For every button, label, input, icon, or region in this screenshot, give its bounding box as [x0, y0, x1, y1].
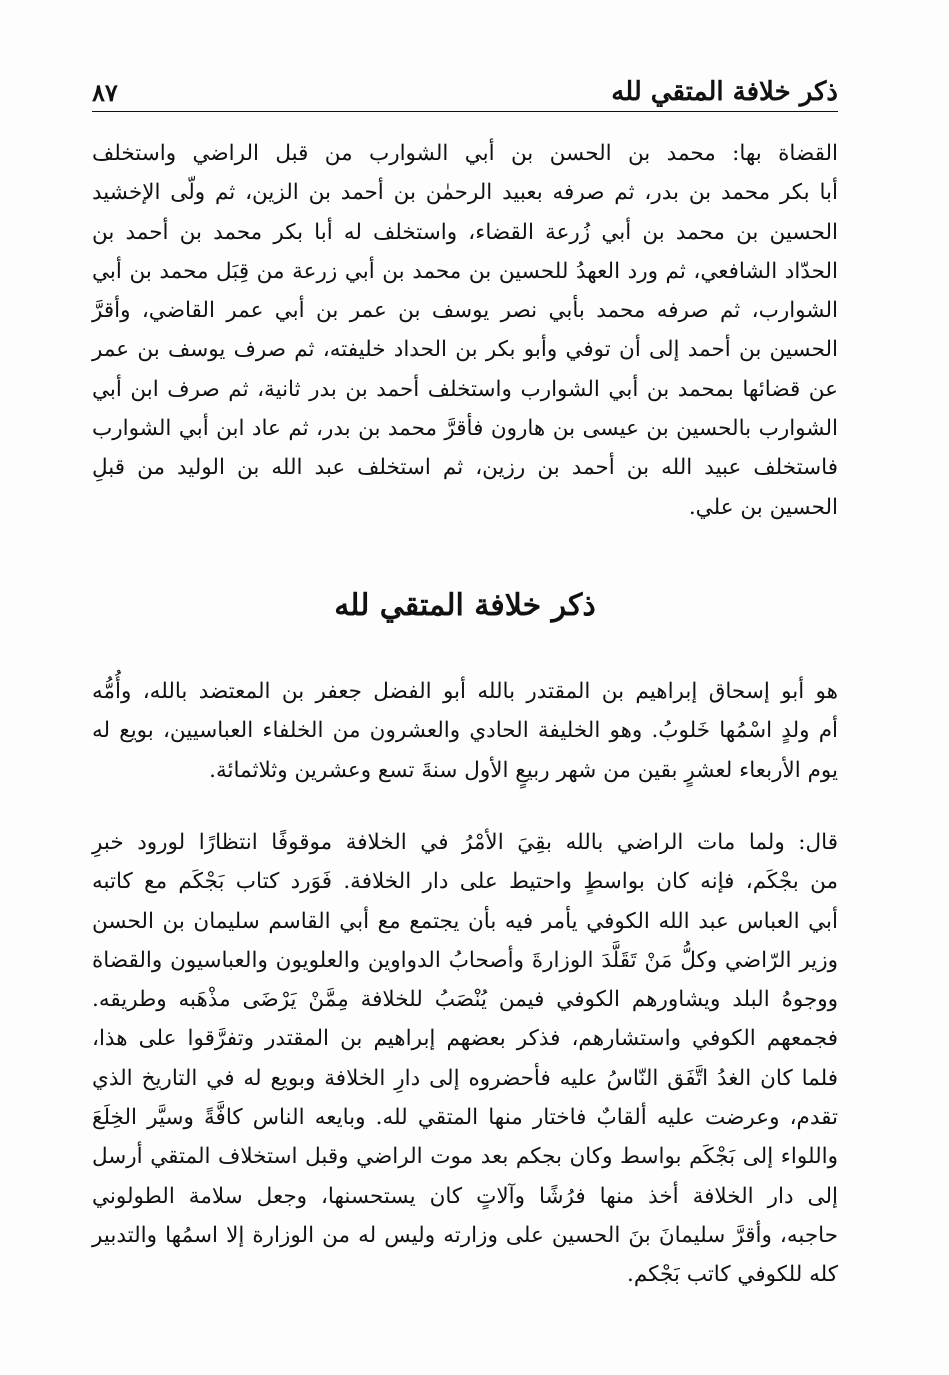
text-line: الحسين بن علي. [688, 494, 838, 520]
text-line: من بجْكَم، فإنه كان بواسطٍ واحتيط على دار الخلافة. فَوَرد كتاب بَجْكَم مع كاتبه [92, 869, 838, 895]
text-line: الحسين بن محمد بن أبي زُرعة القضاء، واستخلف له أبا بكر محمد بن أحمد بن [92, 219, 838, 245]
text-line: حاجبه، وأقرَّ سليمانَ بنَ الحسين على وزارته وليس له من الوزارة إلا اسمُها والتدبير [92, 1222, 838, 1248]
paragraph [92, 672, 838, 790]
paragraph-judges [92, 134, 838, 527]
text-line: الحدّاد الشافعي، ثم ورد العهدُ للحسين بن محمد بن أبي زرعة من قِبَل محمد بن أبي [92, 258, 838, 284]
text-line: القضاة بها: محمد بن الحسن بن أبي الشوارب من قبل الراضي واستخلف [92, 141, 838, 166]
text-line: أبا بكر محمد بن بدر، ثم صرفه بعبيد الرحمٰن بن أحمد بن الزين، ثم ولّى الإخشيد [92, 180, 838, 206]
text-line: واللواء إلى بَجْكَم بواسط وكان بجكم بعد موت الراضي وقبل استخلاف المتقي أرسل [92, 1144, 838, 1170]
text-line: فجمعهم الكوفي واستشارهم، فذكر بعضهم إبراهيم بن المقتدر وتفرَّقوا على هذا، [92, 1026, 838, 1052]
text-line: كله للكوفي كاتب بَجْكم. [627, 1262, 838, 1288]
text-line: أم ولدٍ اسْمُها خَلوبُ. وهو الخليفة الحادي والعشرون من الخلفاء العباسيين، بويع له [92, 718, 838, 744]
paragraph [92, 134, 838, 527]
text-line: الشوارب، ثم صرفه محمد بأبي نصر يوسف بن عمر بن أبي عمر القاضي، وأقرَّ [92, 298, 838, 324]
paragraph [92, 823, 838, 1295]
paragraph-caliph-accession [92, 823, 838, 1295]
section-heading: ذكر خلافة المتقي لله [334, 588, 596, 623]
text-line: ووجوهُ البلد ويشاورهم الكوفي فيمن يُنْصَبُ للخلافة مِمَّنْ يَرْضَى مذْهَبه وطريقه. [92, 987, 838, 1013]
text-line: تقدم، وعرضت عليه ألقابٌ فاختار منها المتقي لله. وبايعه الناس كافَّةً وسيَّر الخِلَعَ [92, 1105, 838, 1131]
page-number: ٨٧ [92, 78, 118, 107]
running-header [92, 72, 838, 112]
text-line: قال: ولما مات الراضي بالله بقِيَ الأمْرُ في الخلافة موقوفًا انتظارًا لورود خبرِ [92, 830, 838, 855]
text-line: إلى دار الخلافة أخذ منها فرُشًا وآلاتٍ كان يستحسنها، وجعل سلامة الطولوني [92, 1183, 838, 1209]
text-line: فلما كان الغدُ اتَّفَق النّاسُ عليه فأحضروه إلى دارِ الخلافة وبويع له في التاريخ الذي [92, 1065, 838, 1091]
text-line: أبي العباس عبد الله الكوفي يأمر فيه بأن يجتمع مع أبي القاسم سليمان بن الحسن [92, 908, 838, 934]
text-line: وزير الرّاضي وكلُّ مَنْ تَقَلَّدَ الوزارةَ وأصحابُ الدواوين والعلويون والعباسيون والقضاة [92, 947, 838, 973]
running-title: ذكر خلافة المتقي لله [611, 77, 838, 107]
text-line: عن قضائها بمحمد بن أبي الشوارب واستخلف أحمد بن بدر ثانية، ثم صرف ابن أبي [92, 376, 838, 402]
paragraph-caliph-intro [92, 672, 838, 790]
text-line: الشوارب بالحسين بن عيسى بن هارون فأقرَّ محمد بن بدر، ثم عاد ابن أبي الشوارب [92, 416, 838, 442]
text-line: هو أبو إسحاق إبراهيم بن المقتدر بالله أبو الفضل جعفر بن المعتضد بالله، وأُمُّه [92, 679, 838, 704]
text-line: فاستخلف عبيد الله بن أحمد بن رزين، ثم استخلف عبد الله بن الوليد من قبلِ [92, 455, 838, 481]
text-line: الحسين بن أحمد إلى أن توفي وأبو بكر بن الحداد خليفته، ثم صرف يوسف بن عمر [92, 337, 838, 363]
text-line: يوم الأربعاء لعشرٍ بقين من شهر ربيعٍ الأول سنةَ تسع وعشرين وثلاثمائة. [209, 757, 838, 783]
